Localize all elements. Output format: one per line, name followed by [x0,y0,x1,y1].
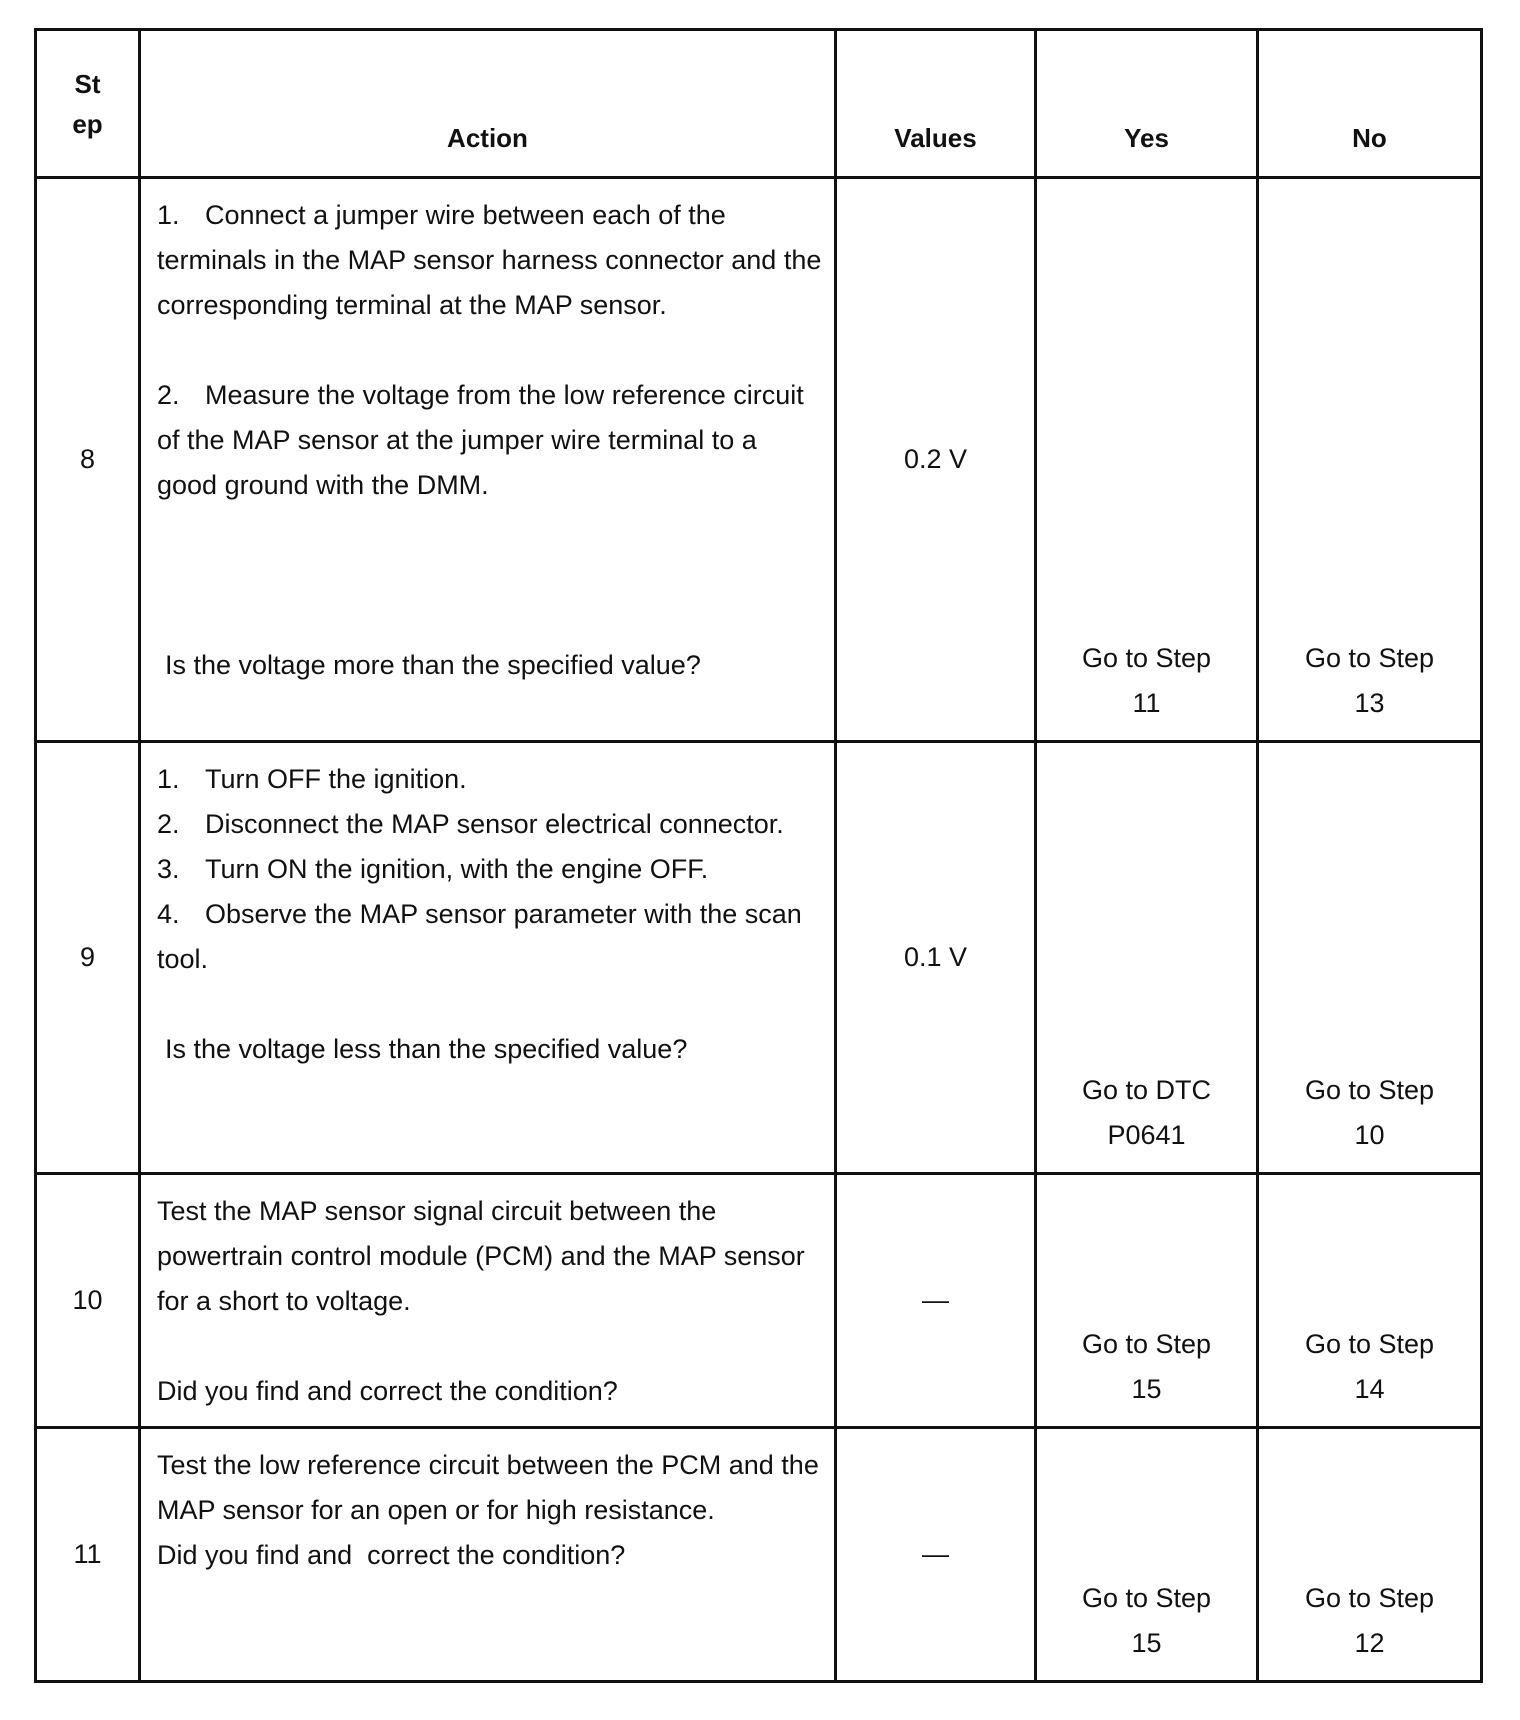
action-cell [140,178,836,742]
action-item: 4. Observe the MAP sensor parameter with the scan tool. [157,899,802,974]
header-no: No [1258,30,1482,178]
table-row [36,1174,1482,1428]
action-question: Is the voltage less than the specified value? [165,1034,688,1064]
yes-cell: Go to Step 15 [1036,1428,1258,1682]
diagnostic-table [34,28,1483,1683]
table-row [36,178,1482,742]
table-row [36,742,1482,1174]
yes-cell: Go to DTC P0641 [1036,742,1258,1174]
action-question: Is the voltage more than the specified value? [165,650,701,680]
value-cell: 0.1 V [836,742,1036,1174]
action-cell [140,742,836,1174]
action-text: Test the low reference circuit between the PCM and the MAP sensor for an open or for high resistance. [157,1450,819,1525]
action-item: 2. Measure the voltage from the low reference circuit of the MAP sensor at the jumper wire terminal to a good ground with the DMM. [157,380,804,500]
no-cell: Go to Step 10 [1258,742,1482,1174]
value-cell: 0.2 V [836,178,1036,742]
header-step: St ep [36,30,140,178]
action-cell [140,1428,836,1682]
no-cell: Go to Step 13 [1258,178,1482,742]
yes-cell: Go to Step 15 [1036,1174,1258,1428]
value-cell: — [836,1428,1036,1682]
action-question: Did you find and correct the condition? [157,1376,618,1406]
step-number: 9 [36,742,140,1174]
step-number: 10 [36,1174,140,1428]
header-action: Action [140,30,836,178]
table-row [36,1428,1482,1682]
action-item: 2. Disconnect the MAP sensor electrical connector. [157,809,784,839]
value-cell: — [836,1174,1036,1428]
header-yes: Yes [1036,30,1258,178]
action-item: 1. Turn OFF the ignition. [157,764,467,794]
header-values: Values [836,30,1036,178]
action-item: 3. Turn ON the ignition, with the engine OFF. [157,854,709,884]
action-question: Did you find and correct the condition? [157,1540,626,1570]
no-cell: Go to Step 14 [1258,1174,1482,1428]
step-number: 8 [36,178,140,742]
action-cell [140,1174,836,1428]
header-row [36,30,1482,178]
no-cell: Go to Step 12 [1258,1428,1482,1682]
action-item: 1. Connect a jumper wire between each of the terminals in the MAP sensor harness connector and the corresponding terminal at the MAP sensor. [157,200,822,320]
action-text: Test the MAP sensor signal circuit between the powertrain control module (PCM) and the MAP sensor for a short to voltage. [157,1196,805,1316]
step-number: 11 [36,1428,140,1682]
yes-cell: Go to Step 11 [1036,178,1258,742]
